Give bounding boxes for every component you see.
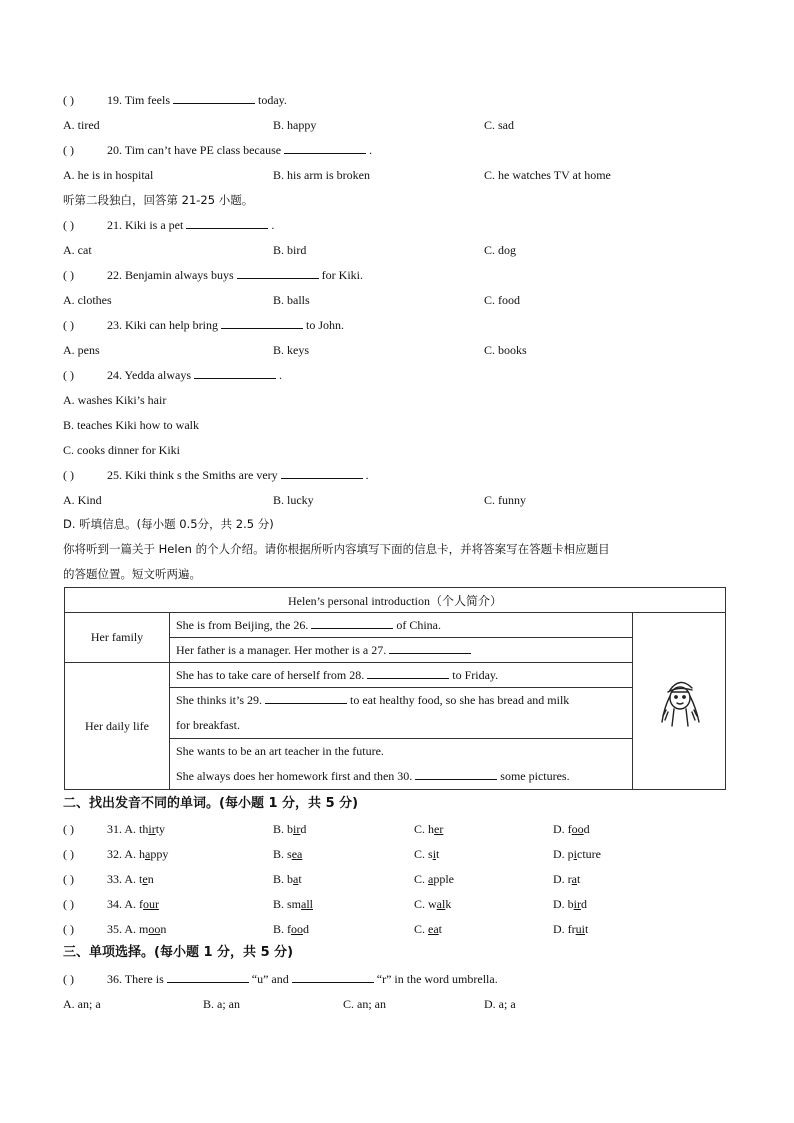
option-a-word: 33. A. ten: [107, 872, 154, 886]
underlined-letters: oo: [571, 822, 584, 836]
option-d-word: D. fruit: [553, 922, 589, 936]
underlined-letters: i: [432, 847, 437, 861]
option-c: C. sad: [484, 118, 514, 132]
row-text: She thinks it’s 29.: [176, 693, 263, 707]
answer-paren: ( ): [63, 318, 74, 332]
question-stem: 19. Tim feels: [107, 93, 171, 107]
info-row-30: [170, 739, 633, 790]
question-36: [63, 971, 498, 987]
answer-paren: ( ): [63, 847, 74, 861]
answer-blank-27[interactable]: [389, 642, 471, 654]
underlined-letters: oo: [291, 922, 303, 936]
answer-blank[interactable]: [292, 971, 374, 983]
question-stem: 22. Benjamin always buys: [107, 268, 234, 282]
answer-blank[interactable]: [284, 142, 366, 154]
answer-blank[interactable]: [173, 92, 255, 104]
row-text: She has to take care of herself from 28.: [176, 668, 365, 682]
underlined-letters: a: [428, 872, 434, 886]
underlined-letters: ir: [573, 897, 582, 911]
row-text: She wants to be an art teacher in the future.: [176, 744, 384, 758]
answer-blank[interactable]: [237, 267, 319, 279]
answer-paren: ( ): [63, 922, 74, 936]
underlined-letters: all: [301, 897, 314, 911]
question-stem-end: .: [365, 468, 369, 482]
answer-paren: ( ): [63, 972, 74, 986]
option-a-word: 31. A. thirty: [107, 822, 166, 836]
question-stem-end: .: [279, 368, 282, 382]
question-21: [63, 217, 274, 233]
option-b: B. happy: [273, 118, 317, 132]
answer-blank-28[interactable]: [367, 667, 449, 679]
question-stem-end: today.: [258, 93, 287, 107]
answer-blank[interactable]: [194, 367, 276, 379]
daily-life-label: Her daily life: [65, 663, 170, 790]
option-c: C. cooks dinner for Kiki: [63, 443, 180, 457]
underlined-letters: al: [436, 897, 446, 911]
question-stem: 36. There is: [107, 972, 164, 986]
underlined-letters: ir: [148, 822, 156, 836]
underlined-letters: ea: [291, 847, 303, 861]
underlined-letters: a: [145, 847, 151, 861]
answer-blank-29[interactable]: [265, 692, 347, 704]
option-a: A. he is in hospital: [63, 168, 154, 182]
option-a: A. tired: [63, 118, 100, 132]
option-b: B. bird: [273, 243, 307, 257]
option-a-word: 35. A. moon: [107, 922, 167, 936]
row-text-end: of China.: [396, 618, 441, 632]
option-c: C. an; an: [343, 997, 386, 1011]
family-label: Her family: [65, 613, 170, 663]
option-b-word: B. small: [273, 897, 314, 911]
row-text-end: some pictures.: [500, 769, 570, 783]
answer-paren: ( ): [63, 468, 74, 482]
section-2-title: 二、找出发音不同的单词。(每小题 1 分，共 5 分): [63, 796, 359, 811]
underlined-letters: a: [571, 872, 577, 886]
section-d-instruction: 你将听到一篇关于 Helen 的个人介绍。请你根据所听内容填写下面的信息卡，并将答案写在答题卡相应题目: [63, 542, 610, 556]
answer-blank-26[interactable]: [311, 617, 393, 629]
info-row-27: [170, 638, 633, 663]
option-b-word: B. food: [273, 922, 309, 936]
question-19: [63, 92, 287, 108]
option-b-word: B. sea: [273, 847, 303, 861]
question-stem: 24. Yedda always: [107, 368, 191, 382]
option-b: B. a; an: [203, 997, 240, 1011]
underlined-letters: e: [142, 872, 148, 886]
question-stem-end: “r” in the word umbrella.: [376, 972, 498, 986]
answer-paren: ( ): [63, 368, 74, 382]
option-d-word: D. rat: [553, 872, 581, 886]
option-c-word: C. eat: [414, 922, 443, 936]
question-stem-end: .: [369, 143, 373, 157]
section-d-instruction-2: 的答题位置。短文听两遍。: [63, 567, 201, 581]
row-text-end: to eat healthy food, so she has bread and milk: [350, 693, 570, 707]
underlined-letters: ea: [428, 922, 439, 936]
answer-blank-30[interactable]: [415, 768, 497, 780]
row-text: She always does her homework first and then 30.: [176, 769, 413, 783]
option-b: B. balls: [273, 293, 310, 307]
option-d-word: D. picture: [553, 847, 601, 861]
option-a-word: 32. A. happy: [107, 847, 169, 861]
option-a: A. pens: [63, 343, 100, 357]
option-a: A. clothes: [63, 293, 112, 307]
answer-paren: ( ): [63, 143, 74, 157]
option-b: B. keys: [273, 343, 309, 357]
option-a: A. washes Kiki’s hair: [63, 393, 167, 407]
underlined-letters: oo: [148, 922, 161, 936]
answer-paren: ( ): [63, 897, 74, 911]
row-text-end: to Friday.: [452, 668, 499, 682]
underlined-letters: our: [143, 897, 160, 911]
option-c: C. dog: [484, 243, 517, 257]
question-22: [63, 267, 363, 283]
option-c-word: C. sit: [414, 847, 440, 861]
underlined-letters: er: [434, 822, 444, 836]
answer-blank[interactable]: [167, 971, 249, 983]
answer-paren: ( ): [63, 268, 74, 282]
question-stem: 20. Tim can’t have PE class because: [107, 143, 282, 157]
question-24: [63, 367, 282, 383]
option-b: B. his arm is broken: [273, 168, 370, 182]
row-text-line2: for breakfast.: [176, 718, 240, 732]
row-text: She is from Beijing, the 26.: [176, 618, 309, 632]
option-c: C. he watches TV at home: [484, 168, 611, 182]
question-25: [63, 467, 369, 483]
info-row-26: [170, 613, 633, 638]
option-b: B. teaches Kiki how to walk: [63, 418, 199, 432]
question-stem: 25. Kiki think s the Smiths are very: [107, 468, 278, 482]
question-stem-end: for Kiki.: [321, 268, 363, 282]
option-d-word: D. food: [553, 822, 590, 836]
underlined-letters: ir: [293, 822, 301, 836]
question-stem-mid: “u” and: [251, 972, 289, 986]
option-d: D. a; a: [484, 997, 516, 1011]
option-b-word: B. bird: [273, 822, 307, 836]
option-c-word: C. walk: [414, 897, 452, 911]
option-a: A. Kind: [63, 493, 102, 507]
info-row-28: [170, 663, 633, 688]
info-card-header: Helen’s personal introduction（个人简介）: [65, 588, 726, 613]
option-b-word: B. bat: [273, 872, 302, 886]
question-23: [63, 317, 344, 333]
answer-paren: ( ): [63, 822, 74, 836]
option-a: A. cat: [63, 243, 92, 257]
option-a-word: 34. A. four: [107, 897, 160, 911]
answer-blank[interactable]: [186, 217, 268, 229]
row-text: Her father is a manager. Her mother is a 27.: [176, 643, 387, 657]
option-c: C. funny: [484, 493, 526, 507]
girl-illustration-icon: [656, 672, 704, 728]
underlined-letters: a: [293, 872, 299, 886]
section-d-title: D. 听填信息。(每小题 0.5分，共 2.5 分): [63, 517, 274, 531]
answer-paren: ( ): [63, 872, 74, 886]
option-c: C. food: [484, 293, 520, 307]
option-a: A. an; a: [63, 997, 101, 1011]
info-row-29: [170, 688, 633, 739]
answer-paren: ( ): [63, 93, 74, 107]
option-c: C. books: [484, 343, 527, 357]
underlined-letters: i: [573, 847, 578, 861]
answer-blank[interactable]: [221, 317, 303, 329]
info-card-table: [64, 587, 726, 790]
question-stem-end: .: [271, 218, 275, 232]
question-stem: 23. Kiki can help bring: [107, 318, 218, 332]
option-c-word: C. her: [414, 822, 444, 836]
underlined-letters: ui: [575, 922, 586, 936]
question-20: [63, 142, 372, 158]
option-c-word: C. apple: [414, 872, 455, 886]
option-d-word: D. bird: [553, 897, 588, 911]
question-stem-end: to John.: [305, 318, 344, 332]
answer-paren: ( ): [63, 218, 74, 232]
answer-blank[interactable]: [281, 467, 363, 479]
section-note: 听第二段独白，回答第 21-25 小题。: [63, 193, 254, 207]
option-b: B. lucky: [273, 493, 314, 507]
section-3-title: 三、单项选择。(每小题 1 分，共 5 分): [63, 945, 294, 960]
question-stem: 21. Kiki is a pet: [107, 218, 184, 232]
